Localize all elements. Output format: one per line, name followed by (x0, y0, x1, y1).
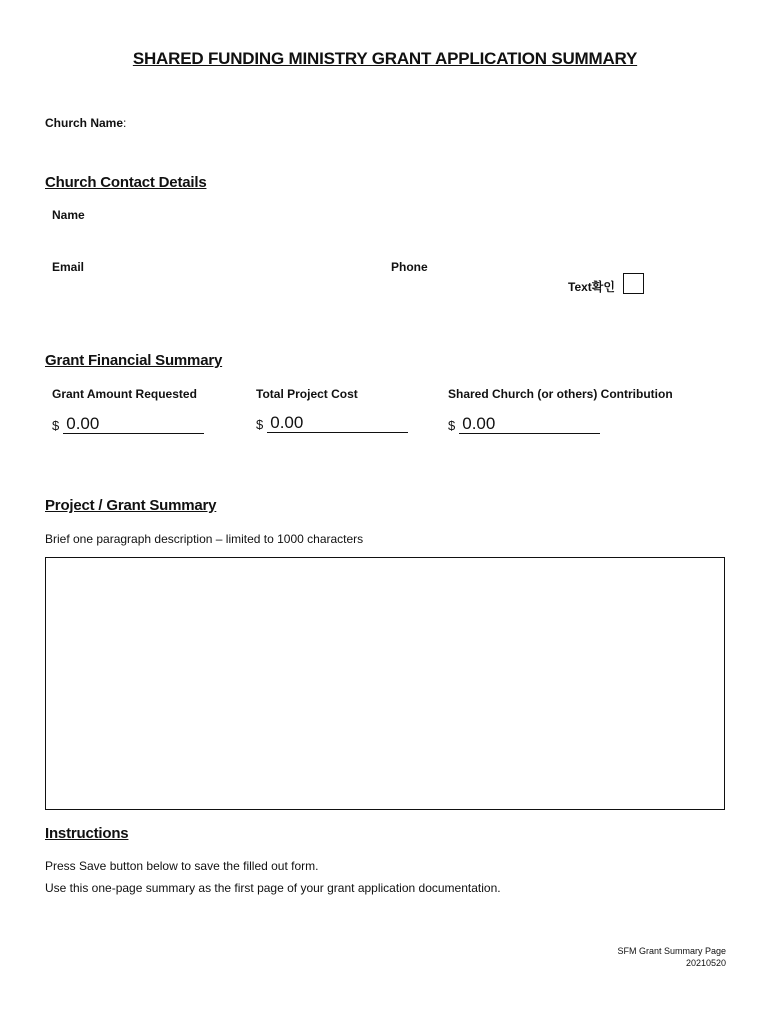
currency-symbol: $ (256, 417, 264, 432)
contact-heading: Church Contact Details (45, 174, 207, 191)
financial-heading: Grant Financial Summary (45, 352, 223, 369)
church-name-label (45, 116, 126, 130)
church-name-label-text: Church Name (45, 116, 124, 130)
shared-contribution-label: Shared Church (or others) Contribution (448, 387, 673, 401)
total-cost-label: Total Project Cost (256, 387, 358, 401)
total-cost-field[interactable] (256, 414, 408, 433)
contact-email-label: Email (52, 260, 85, 274)
shared-contribution-value[interactable]: 0.00 (459, 415, 600, 434)
project-heading: Project / Grant Summary (45, 497, 217, 514)
footer-page-name: SFM Grant Summary Page (617, 946, 726, 956)
grant-amount-value[interactable]: 0.00 (63, 415, 204, 434)
footer-version: 20210520 (685, 958, 726, 968)
shared-contribution-field[interactable] (448, 415, 600, 434)
currency-symbol: $ (448, 418, 456, 433)
instructions-heading: Instructions (45, 825, 129, 842)
total-cost-value[interactable]: 0.00 (267, 414, 408, 433)
grant-amount-label: Grant Amount Requested (52, 387, 197, 401)
church-name-colon: : (123, 116, 127, 130)
project-description-hint: Brief one paragraph description – limited to 1000 characters (45, 532, 364, 546)
project-summary-textarea[interactable] (45, 557, 725, 810)
page-footer (617, 945, 726, 969)
contact-name-label: Name (52, 208, 85, 222)
text-ok-label: Text확인 (568, 280, 615, 294)
contact-phone-label: Phone (391, 260, 428, 274)
page-title: SHARED FUNDING MINISTRY GRANT APPLICATION SUMMARY (132, 49, 638, 68)
instructions-line-2: Use this one-page summary as the first page of your grant application documentation. (45, 881, 501, 895)
currency-symbol: $ (52, 418, 60, 433)
instructions-line-1: Press Save button below to save the filled out form. (45, 859, 319, 873)
grant-amount-field[interactable] (52, 415, 204, 434)
text-ok-checkbox[interactable] (623, 273, 644, 294)
